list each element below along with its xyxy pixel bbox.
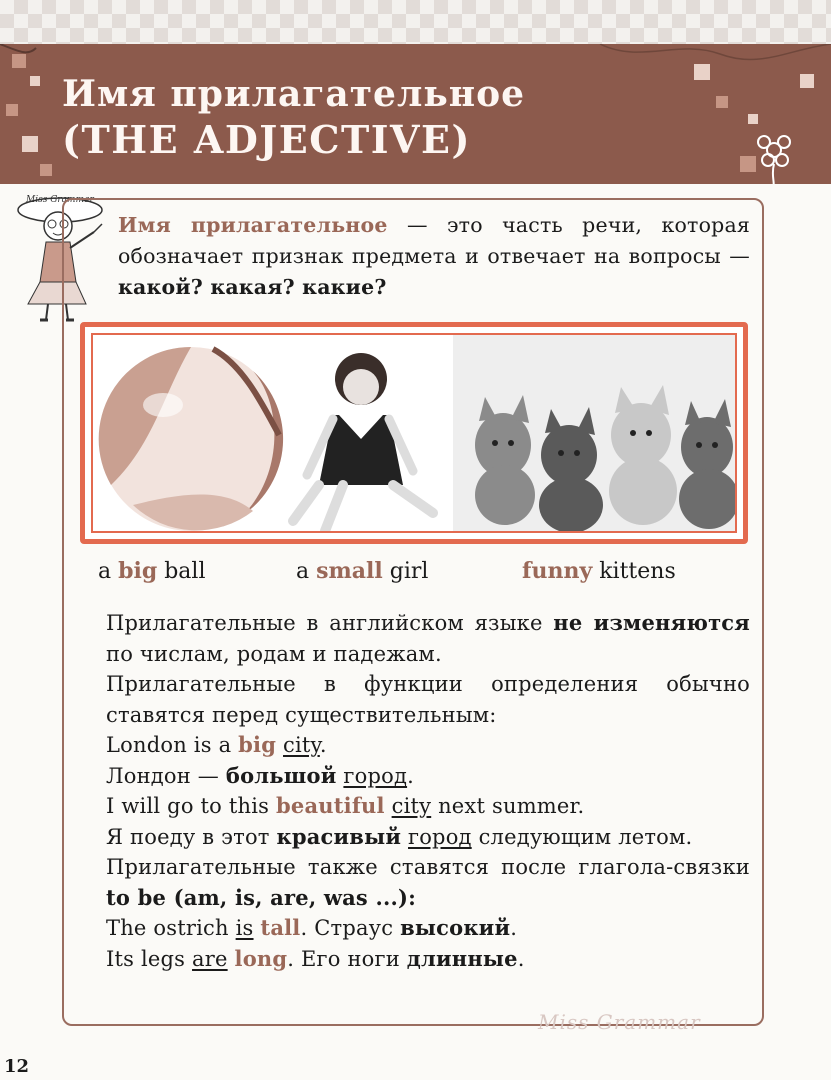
signature: Miss Grammar — [538, 1010, 701, 1034]
decor-square — [12, 54, 26, 68]
caption-adjective: small — [316, 558, 383, 584]
svg-text:Miss Grammar: Miss Grammar — [26, 195, 94, 205]
decor-square — [30, 76, 40, 86]
illustration-strip — [93, 335, 737, 533]
example-2: I will go to this beautiful city next summer. — [106, 793, 585, 818]
rules-text — [106, 608, 750, 974]
definition-term: Имя прилагательное — [118, 213, 388, 237]
decor-square — [40, 164, 52, 176]
caption-noun: girl — [382, 559, 429, 584]
rule-paragraph-3: Прилагательные также ставятся после глагола-связки to be (am, is, are, was ...): — [106, 855, 750, 910]
caption-ball — [98, 558, 206, 584]
example-4: Its legs are long. Его ноги длинные. — [106, 945, 525, 971]
caption-adjective: funny — [522, 558, 593, 584]
rule-paragraph-2: Прилагательные в функции определения обычно ставятся перед существительным: — [106, 672, 750, 727]
caption-article: a — [98, 559, 119, 584]
chapter-title-ru: Имя прилагательное — [62, 73, 526, 115]
definition-paragraph — [118, 210, 750, 303]
decor-square — [800, 74, 814, 88]
flower-icon — [758, 136, 790, 184]
caption-adjective: big — [118, 558, 158, 584]
decor-square — [716, 96, 728, 108]
caption-girl — [296, 558, 428, 584]
definition-text: — это часть речи, которая обозначает признак предмета и отвечает на вопросы — — [118, 213, 750, 268]
top-pattern-strip — [0, 0, 831, 48]
kittens-icon — [453, 335, 737, 533]
caption-kittens — [522, 558, 676, 584]
definition-questions: какой? какая? какие? — [118, 275, 387, 299]
rule-paragraph-1: Прилагательные в английском языке не изменяются по числам, родам и падежам. — [106, 610, 750, 666]
example-1-translation: Лондон — большой город. — [106, 762, 414, 788]
example-3: The ostrich is tall. Страус высокий. — [106, 915, 518, 940]
example-1: London is a big city. — [106, 732, 327, 757]
example-2-translation: Я поеду в этот красивый город следующим летом. — [106, 823, 693, 849]
girl-icon — [293, 353, 433, 531]
caption-noun: kittens — [592, 559, 676, 584]
decor-square — [6, 104, 18, 116]
caption-article: a — [296, 559, 317, 584]
decor-square — [740, 156, 756, 172]
ball-icon — [99, 347, 283, 531]
decor-square — [22, 136, 38, 152]
illustration-frame — [80, 322, 748, 544]
decor-square — [748, 114, 758, 124]
decor-square — [694, 64, 710, 80]
caption-noun: ball — [157, 559, 206, 584]
page-number: 12 — [4, 1056, 30, 1077]
chapter-title-en: (THE ADJECTIVE) — [62, 117, 471, 162]
